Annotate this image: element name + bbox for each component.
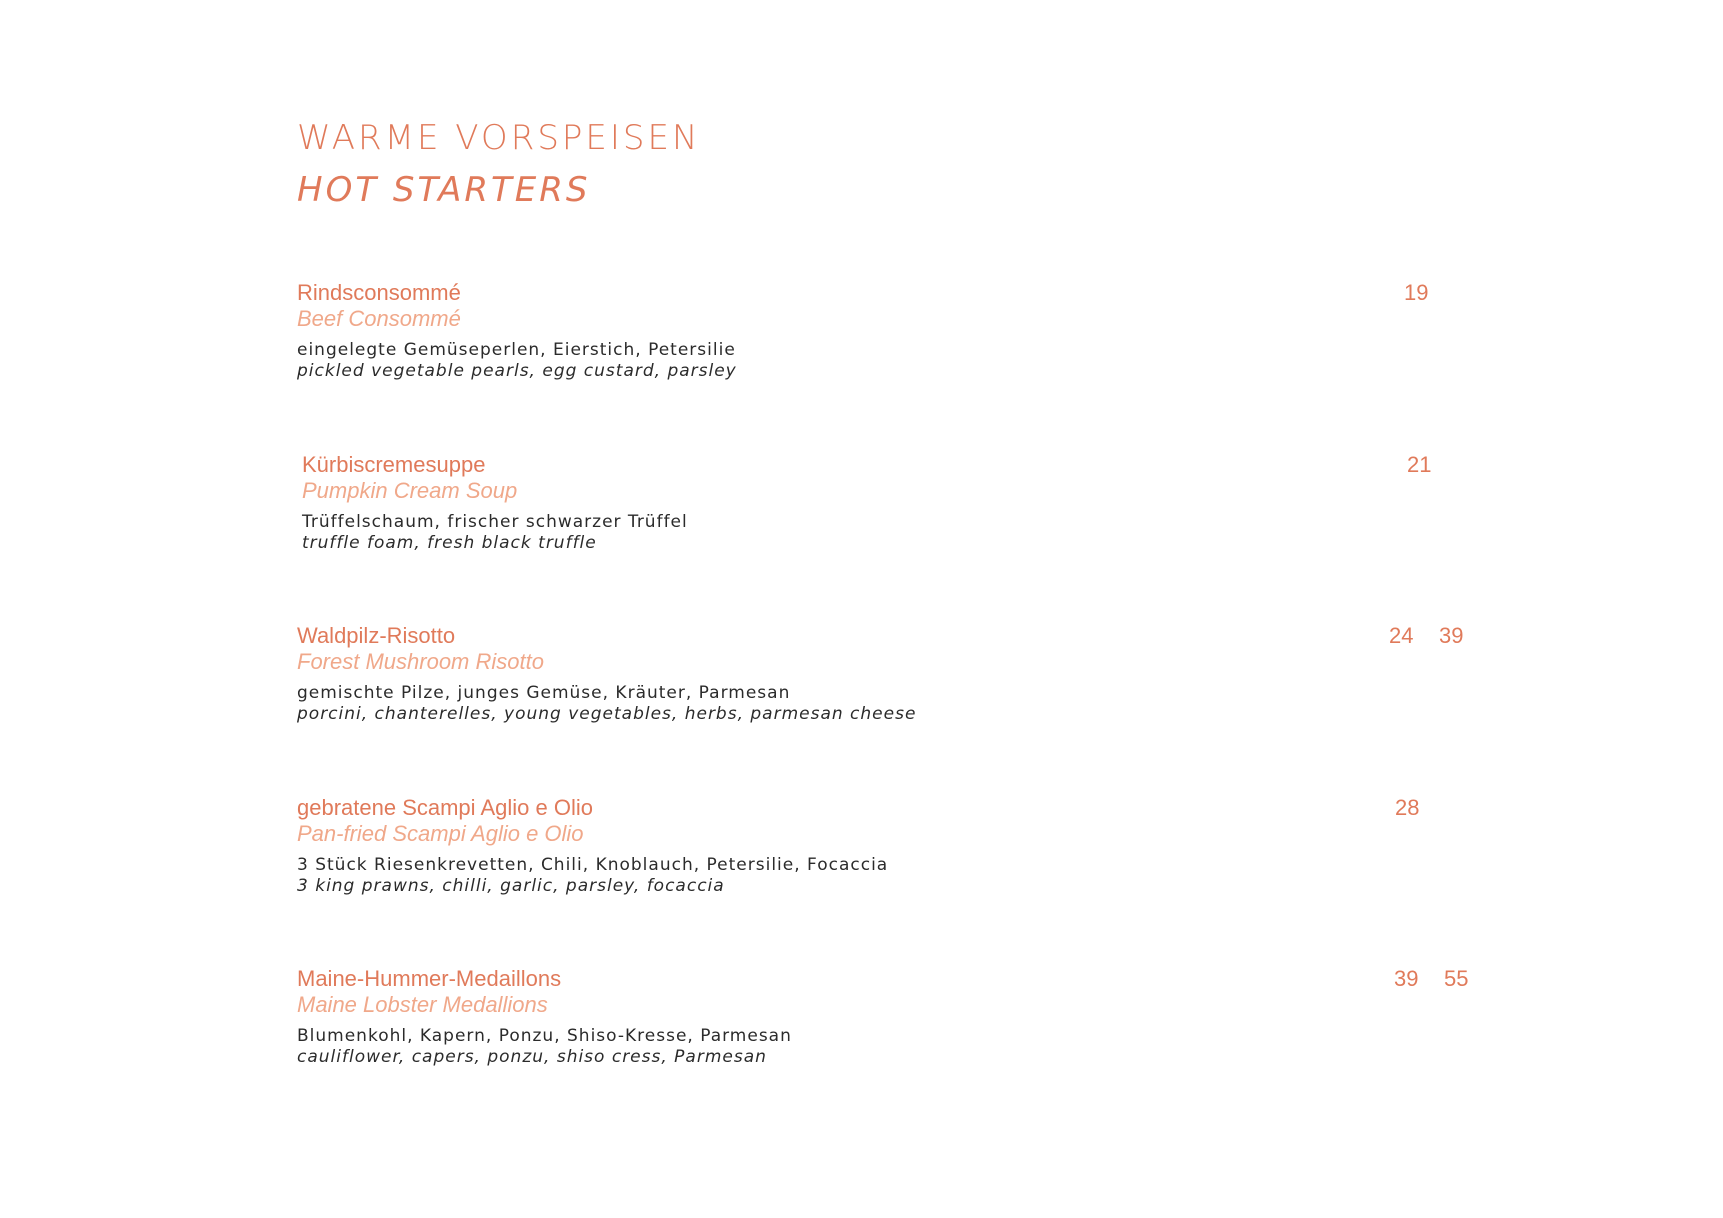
item-name-de: Waldpilz-Risotto xyxy=(297,623,456,648)
item-name-de: Rindsconsommé xyxy=(297,280,461,305)
menu-item xyxy=(297,280,1497,382)
menu-item xyxy=(297,966,1497,1068)
item-description-de: Blumenkohl, Kapern, Ponzu, Shiso-Kresse, Parmesan xyxy=(297,1026,792,1046)
item-name-en: Pumpkin Cream Soup xyxy=(302,478,518,503)
menu-item xyxy=(297,795,1497,897)
menu-item xyxy=(297,623,1497,725)
item-description-de: Trüffelschaum, frischer schwarzer Trüffel xyxy=(302,512,688,532)
item-price-large: 55 xyxy=(1444,966,1469,991)
item-name-en: Forest Mushroom Risotto xyxy=(297,649,544,674)
item-description-en: porcini, chanterelles, young vegetables, herbs, parmesan cheese xyxy=(297,704,917,724)
item-description-en: cauliflower, capers, ponzu, shiso cress, Parmesan xyxy=(297,1047,767,1067)
item-price: 21 xyxy=(1407,452,1432,477)
item-name-de: gebratene Scampi Aglio e Olio xyxy=(297,795,593,820)
item-name-en: Pan-fried Scampi Aglio e Olio xyxy=(297,821,584,846)
item-price-large: 39 xyxy=(1439,623,1464,648)
item-description-de: 3 Stück Riesenkrevetten, Chili, Knoblauch, Petersilie, Focaccia xyxy=(297,855,889,875)
item-price: 39 xyxy=(1394,966,1419,991)
item-description-de: gemischte Pilze, junges Gemüse, Kräuter, Parmesan xyxy=(297,683,791,703)
item-description-en: truffle foam, fresh black truffle xyxy=(302,533,597,553)
item-price: 24 xyxy=(1389,623,1414,648)
item-price: 28 xyxy=(1395,795,1420,820)
section-title-en: HOT STARTERS xyxy=(297,170,591,210)
item-name-de: Maine-Hummer-Medaillons xyxy=(297,966,562,991)
item-name-de: Kürbiscremesuppe xyxy=(302,452,486,477)
item-name-en: Maine Lobster Medallions xyxy=(297,992,548,1017)
section-title-de: WARME VORSPEISEN xyxy=(297,118,701,158)
item-description-de: eingelegte Gemüseperlen, Eierstich, Petersilie xyxy=(297,340,736,360)
item-description-en: 3 king prawns, chilli, garlic, parsley, focaccia xyxy=(297,876,725,896)
item-price: 19 xyxy=(1404,280,1429,305)
menu-item xyxy=(302,452,1502,554)
item-description-en: pickled vegetable pearls, egg custard, parsley xyxy=(297,361,737,381)
item-name-en: Beef Consommé xyxy=(297,306,461,331)
